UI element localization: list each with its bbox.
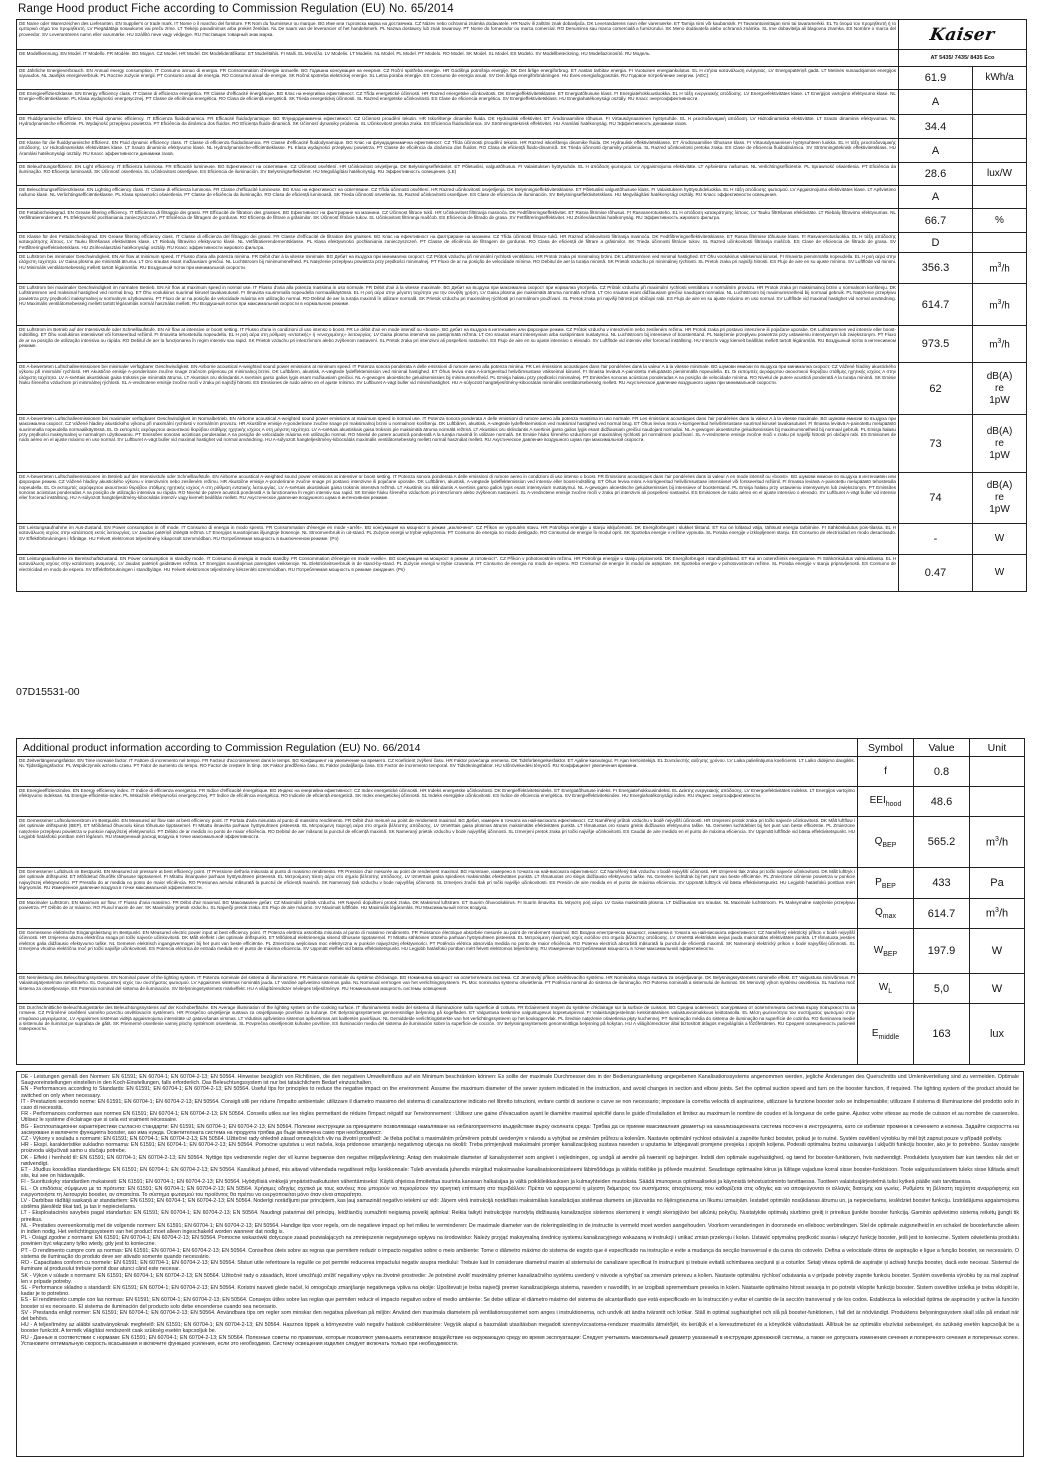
parameter-description: DE Klasse für den Fettabscheidegrad. EN Grease filtering efficiency class. IT Classe di efficienza del filtraggio dei grassi. FR Classe d'efficacité de filtration des graisses. BG Клас на ефективност на филтриране на мазнини. CZ Třída účinnosti filtrace tuků. HR Razred učinkovitosti filtriranja masnoća. DK Fedtfiltreringseffektivitetsklasse. ET Rasva filtrimise tõhususe klass. FI Rasvanerotusluokka. EL Η τάξη απόδοσης κατακράτησης λίπους. LV Tauku filtrēšanas efektivitātes klase. LT Riebalų filtravimo efektyvumo klasė. NL Vetfiltratierendementsklasse. PL Klasa efektywności pochłaniania zanieczyszczeń. PT Classe de eficiência de filtragem de gorduras. RO Clasa de eficiență de filtrare a grăsimilor. SK Trieda účinnosti filtrácie tukov. SL Razred učinkovitosti filtriranja maščob. ES Clase de eficiencia de filtrado de grasa. SV Fettfiltreringseffektivitetsklass. HU Zsírleválasztási hatékonysági osztály. RU Класс эффективности жирового фильтра. — [17, 233, 899, 253]
parameter-unit: dB(A) re 1pW — [973, 415, 1027, 473]
parameter-unit — [973, 186, 1027, 209]
fiche-row — [17, 284, 1027, 326]
parameter-unit: Pa — [970, 868, 1025, 899]
parameter-symbol: f — [858, 757, 914, 787]
additional-header-row — [17, 739, 1025, 757]
fiche-row — [17, 186, 1027, 209]
additional-row — [17, 974, 1025, 1004]
note-paragraph: SL - Performance skladno s standardi: EN 61591; EN 60704-1; EN 60704-2-13; EN 50564. Koristni nasveti glede načel, ki omogočajo zmanjšanje negativnega vpliva na okolje: Upoštevati je treba največji premer kanalizacijskega sistema, naveden v navodilih, in se izogibati spremembam preseka in kolen. Nastavite optimalno hitrost sesanja in po potrebi vklopite funkcijo booster. Sistem osvetlitve izdelka je treba vklopiti le, kadar je to potrebno. — [21, 1284, 1019, 1298]
parameter-value: 433 — [914, 868, 970, 899]
parameter-description: DE Leistungsaufnahme im Aus-Zustand. EN Power consumption in off mode. IT Consumo di energia in modo spento. FR Consommation d'énergie en mode «arrêt». BG консумация на мощност в режим „изключено“. CZ Příkon ve vypnutém stavu. HR Potrošnja energije u stanju isključenosti. DK Energiforbruget i slukket tilstand. ET Kui on lülitatud välja, tähtsust energia tarbimine. FI Sähkönkulutus pois-tilassa. EL Η κατανάλωση ισχύος στην κατάσταση εκτός λειτουργίας. LV Jaudas patēriņš izslēgtā režīmā. LT Energijos suvartojimas išjungtoje būsenoje. NL Stroomverbruik in uit-stand. PL Zużycie energii w trybie wyłączenia. PT Consumo de energia no modo desligado. RO Consumul de energie în modul oprit. SK Spotreba energie v režime vypnutia. SL Poraba energije v izklopljenem stanju. ES Consumo de electricidad en modo desactivado. SV Effektförbrukningen i frånläge. HU Felvett elektromos teljesítmény kikapcsolt üzemmódban. RU Потребляемая мощность в выключенном режиме. (Po) — [17, 524, 899, 555]
fiche-row — [17, 524, 1027, 555]
parameter-value: 48.6 — [914, 787, 970, 817]
parameter-value: 356.3 — [899, 253, 973, 284]
note-paragraph: LV - Darbības rādītāji saskaņā ar standartiem: EN 61591; EN 60704-1; EN 60704-2-13; EN 50564. Noderīgi norādījumi par principiem, kas ļauj samazināt negatīvo ietekmi uz vidi: Jāņem vērā instrukcijā norādītais maksimālais kanalizācijas sistēmas diametrs un jāizvairās no šķērsgriezuma un līkumu izmaiņām. Iestatiet optimālo nosūkšanas ātrumu un, ja nepieciešams, ieslēdziet booster funkciju. Izstrādājuma apgaismojuma sistēma jāieslēdz tikai tad, ja tas ir nepieciešams. — [21, 1198, 1019, 1211]
parameter-description: DE Gemessene elektrische Eingangsleistung im Bestpunkt. EN Measured electric power input at best efficiency point. IT Potenza elettrica assorbita misurata al punto di massimo rendimento. FR Puissance électrique absorbée mesurée au point de rendement maximal. BG Входна електрическа мощност, измерена в точката на най-високата ефективност. CZ Naměřený elektrický příkon v bodě nejvyšší účinnosti. HR Izmjerena ulazna električna snaga pri točki najveće učinkovitosti. DK Målt eleffekt i det optimale driftspunkt. ET Mõõdetud elektrienergia sisend tõhususe tipptasemel. FI Mitattu sähköinen ottoteho parhaan hyötysuhteen pisteessä. EL Μετρούμενη ηλεκτρική ισχύς εισόδου στο σημείο βέλτιστης απόδοσης. LV Izmērītā elektriskās ieejas jauda maksimālās efektivitātes punktā. LT Išmatuota įvesties elektros galia didžiausio efektyvumo taške. NL Gemeten elektrisch ingangsvermogen bij het punt van beste efficiëntie. PL Zmierzona wejściowa moc elektryczna w punkcie najwyższej efektywności. PT Potência elétrica absorvida medida no ponto de maior eficiência. RO Puterea electrică absorbită măsurată la punctul de eficiență maximă. SK Nameraný elektrický príkon v bode najvyššej účinnosti. SL Izmerjena vhodna električna moč pri točki najvišje učinkovitosti. ES Potencia eléctrica de entrada medida en el punto de máxima eficiencia. SV Uppmätt eleffekt vid bästa effektivitetspunkt. HU Legjobb hatásfokú pontban mért felvett elektromos teljesítmény. RU Измеренная потребляемая мощность в точке максимальной эффективности. — [17, 929, 858, 974]
parameter-unit — [970, 787, 1025, 817]
parameter-description: DE A-bewerteten Luftschalleemissionen bei maximaler verfügbarer Geschwindigkeit im Normalbetrieb. EN Airborne acoustical A-weighted sound power emissions at maximum speed in normal use. IT Potenza sonora ponderata A delle emissioni di rumore aereo alla potenza massima in uso normale. FR Les émissions acoustiques dans l'air pondérées dans la valeur A à la vitesse maximale. BG шумови емисии по въздуха при максимална скорост. CZ Vážené hladiny akustického výkonu při maximální rychlosti v normálním provozu. HR Akustične emisije A-ponderirane zvučne snage pri maksimalnoj brzini u normalnom korištenju. DK Luftbåren, akustisk, A-vægtede lydeffektemission ved maksimal hastighed ved normal brug. ET Õhus leviva müra A-korrigeeritud helivõimsustase suurimal kiirusel tavakasutusel. FI Ilmassa leviävä A-painotettu melupäästö suurimmalla nopeudella normaalikäytössä. EL Οι εκπομπές αερόφερτου ακουστικού θορύβου στάθμης ηχητικής ισχύος Α στη μέγιστη ταχύτητα. LV A-svērtais akustiskais gaisa troksnis pie maksimālā ātruma normālā režīmā. LT Akustinis oru sklindantis A svertinis garso galios lygis esant didžiausiam greičiui naudojant normaliai. NL A-gewogen akoestische geluidsemissies bij maximumsnelheid bij normaal gebruik. PL Emisja hałasu przy prędkości maksymalnej w normalnym użytkowaniu. PT Emissões sonoras acústicas ponderadas A na posição de velocidade máxima em utilização normal. RO Nivelul de putere acustică ponderată A la turația maximă în utilizare normală. SK Emisie hluku šíreného vzduchom pri maximálnej rýchlosti pri normálnom používaní. SL A-vrednotene emisije zvočne moči v zraku pri najvišji hitrosti pri običajni rabi. ES Emisiones de ruido aéreo en el ajuste máximo en uso normal. SV Luftburet A-vägt buller vid maximal hastighet vid normal användning. HU A-súlyozott hangteljesítmény-kibocsátás maximális ventilátorsebesség mellett normál használat mellett. RU Акустическое давление воздушного шума при максимальной скорости. — [17, 415, 899, 473]
fiche-row — [17, 555, 1027, 592]
parameter-value: 28.6 — [899, 163, 973, 186]
note-paragraph: EL - Οι επιδόσεις σύμφωνα με τα πρότυπα: EN 61591; EN 60704-1; EN 60704-2-13; EN 50564. Χρήσιμες οδηγίες σχετικά με τους κανόνες που μπορούν να περιορίσουν την αρνητική επίπτωση στο περιβάλλον: Πρέπει να εφαρμοστεί η μέγιστη διάμετρος του συστήματος αποχέτευσης που καθορίζεται στις οδηγίες και να αποφεύγονται οι αλλαγές διατομής και γωνίες. Ρυθμίστε τη βέλτιστη ταχύτητα αναρρόφησης και ενεργοποιήστε τη λειτουργία booster, αν απαιτείται. Το σύστημα φωτισμού του προϊόντος θα πρέπει να ενεργοποιείται μόνο όταν είναι απαραίτητο. — [21, 1185, 1019, 1198]
parameter-unit: W — [973, 555, 1027, 592]
note-paragraph: RO - Capacitatea conform cu normele: EN 61591; EN 60704-1; EN 60704-2-13; EN 50564. Sfaturi utile referitoare la regulile ce pot permite reducerea impactului negativ asupra mediului: Trebuie luat în considerare diametrul maxim al sistemului de canalizare specificat în instrucțiuni și trebuie evitată schimbarea secțiunii și a coturilor. Setați viteza optimă de aspirație și activați funcția booster, dacă este necesar. Sistemul de iluminare al produsului trebuie pornit doar atunci când este necesar. — [21, 1260, 1019, 1273]
parameter-description: DE Luftstrom im Betrieb auf der Intensivstufe oder Schnelllaufstufe. EN Air flow at intensive or boost setting. IT Flusso d'aria in condizioni di uso intenso o boost. FR Le débit d'air en mode intensif ou «boost». BG дебит на въздуха в интензивен или форсиран режим. CZ Průtok vzduchu v intenzivním nebo zesíleném režimu. HR Protok zraka pri postavci intenzivne ili pojačane uporabe. DK Luftstrømmen ved intensiv eller boost-indstilling. ET Õhu voolukiirus intensiivsel või forsseeritud režiimil. FI Ilmavirta tehostetulla nopeudella. EL Η ροή αέρα στη ρύθμιση «εντατικής» ή «ενισχυμένης» λειτουργίας. LV Gaisa plūsma intensīvā vai pastiprinātā režīmā. LT Oro srautas esant intensyviam arba sustiprintam nustatymui. NL Luchtstroom bij intensieve of boosterstand. PL Natężenie przepływu powietrza przy ustawieniu intensywnym lub zwiększonym. PT Fluxo de ar na posição de utilização intensiva ou rápida. RO Debitul de aer la funcționarea în regim intensiv sau rapid. SK Prietok vzduchu pri intenzívnom alebo zvýšenom nastavení. SL Pretok zraka pri intenzivni ali pospešeni nastavitvi. ES Flujo de aire en su ajuste intensivo o elevado. SV Luftflöde vid intensiv eller forcerad inställning. HU Intenzív vagy kiemelt beállítás mellett tartott légáramlás. RU Воздушный поток в интенсивном режиме. — [17, 326, 899, 363]
parameter-unit: $m^3/h$ — [970, 899, 1025, 929]
parameter-value: 74 — [899, 473, 973, 524]
additional-row — [17, 929, 1025, 974]
fiche-row-supplier — [17, 20, 1027, 50]
parameter-value: 73 — [899, 415, 973, 473]
parameter-unit — [973, 139, 1027, 163]
additional-row — [17, 817, 1025, 868]
additional-title: Additional product information according to Commission Regulation (EU) No. 66/2014 — [17, 739, 858, 757]
parameter-description: DE Luftstrom bei minimaler Geschwindigkeit. EN Air flow at minimum speed. IT Flusso d'aria alla potenza minima. FR Débit d'air à la vitesse minimale. BG Дебит на въздуха при минимална скорост. CZ Průtok vzduchu při minimální rychlosti ventilátoru. HR Protok zraka pri minimalnoj brzini. DK Luftstrømmen ved minimal hastighed. ET Õhu voolukiirus väikseimal kiirusel. FI Ilmavirta pienimmällä nopeudella. EL Η ροή αέρα στην ελάχιστη ταχύτητα. LV Gaisa plūsma pie minimālā ātruma. LT Oro srautas esant mažiausiam greičiui. NL Luchtstroom bij minimumsnelheid. PL Natężenie przepływu powietrza przy prędkości minimalnej. PT Fluxo de ar na posição de velocidade mínima. RO Debitul de aer la turația minimă. SK Prietok vzduchu pri minimálnej rýchlosti. SL Pretok zraka pri najnižji hitrosti. ES Flujo de aire en su ajuste mínimo. SV Luftflöde vid minimi. HU Minimális ventilátorsebesség mellett tartott légáramlás. RU Воздушный поток при минимальной скорости. — [17, 253, 899, 284]
fiche-row — [17, 90, 1027, 115]
parameter-value: 973.5 — [899, 326, 973, 363]
parameter-description: DE A-bewerteten Luftschalleemissionen im Betrieb auf der Intensivstufe oder Schnelllaufstufe. EN Airborne acoustical A-weighted sound power emissions at intensive or boost setting. IT Potenza sonora ponderata A delle emissioni di rumore aereo in condizioni di uso intenso o boost. FR Émissions acoustiques dans l'air pondérées dans la valeur A en mode intensif ou «boost». BG шумови емисии по въздуха в интензивен или форсиран режим. CZ Vážené hladiny akustického výkonu v intenzivním nebo zesíleném režimu. HR Akustične emisije A-ponderirane zvučne snage pri postavci intenzivne ili pojačane uporabe. DK Luftbåren, akustisk, A-vægtede lydeffektemission ved intensiv eller boost-indstilling. ET Õhus leviva müra A-korrigeeritud helivõimsustase intensiivsel või forsseeritud režiimil. FI Ilmassa leviävä A-painotettu melupäästö tehostetulla nopeudella. EL Οι εκπομπές αερόφερτου ακουστικού θορύβου στάθμης ηχητικής ισχύος Α στη ρύθμιση εντατικής λειτουργίας. LV A-svērtais akustiskais gaisa troksnis intensīvā režīmā. LT Akustinis oru sklindantis A svertinis garso galios lygis esant intensyviam nustatymui. NL A-gewogen akoestische geluidsemissies bij intensieve of boosterstand. PL Emisja hałasu przy ustawieniu intensywnym lub zwiększonym. PT Emissões sonoras acústicas ponderadas A na posição de utilização intensiva ou rápida. RO Nivelul de putere acustică ponderată A la funcționarea în regim intensiv sau rapid. SK Emisie hluku šíreného vzduchom pri intenzívnom alebo zvýšenom nastavení. SL A-vrednotene emisije zvočne moči v zraku pri intenzivni ali pospešeni nastavitvi. ES Emisiones de ruido aéreo en el ajuste intensivo o elevado. SV Luftburet A-vägt buller vid intensiv eller forcerad inställning. HU A-súlyozott hangteljesítmény-kibocsátás intenzív vagy kiemelt beállítás mellett. RU Акустическое давление воздушного шума в интенсивном режиме. — [17, 473, 899, 524]
parameter-unit: dB(A) re 1pW — [973, 363, 1027, 415]
note-paragraph: ET - Jõudlus kooskõlas standarditega: EN 61591; EN 60704-1; EN 60704-2-13; EN 50564. Kasulikud juhised, mis aitavad vähendada negatiivset mõju keskkonnale: Tuleb arvestada juhendis märgitud maksimaalse kanalisatsioonisüsteemi läbimõõduga ja vältida ristlõike ja põlvede muutmist. Seadistage optimaalne kiirus ja lülitage vajaduse korral sisse booster-funktsioon. Toote valgustussüsteem tuleks sisse lülitada ainult siis, kui see on hädavajalik. — [21, 1167, 1019, 1180]
note-paragraph: RU - Данные в соответствии с нормами: EN 61591; EN 60704-1; EN 60704-2-13; EN 50564. Полезные советы по правилам, которые позволяют уменьшить негативное воздействие на окружающую среду во время эксплуатации: Следует учитывать максимальный диаметр указанный в инструкции дренажной системы, а также не допускать изменения сечения и поперечного сечения и поперечных колен. Установите оптимальную скорость всасывания и включите функцию усиления, если это необходимо. Систему освещения изделия следует включать только при необходимости. — [21, 1334, 1019, 1347]
parameter-symbol: $W_L$ — [858, 974, 914, 1004]
note-paragraph: CZ - Výkony v souladu s normami: EN 61591; EN 60704-1; EN 60704-2-13; EN 50564. Užitečné rady ohledně zásad omezujících vliv na životní prostředí: Je třeba počítat s maximálním průměrem potrubí uvedeným v návodu a vyhýbat se změnám průřezu a kolenům. Nastavte optimální rychlost odsávání a zapněte funkci booster, pokud je to nutné. Systém osvětlení výrobku by měl být zapnut pouze v případě potřeby. — [21, 1136, 1003, 1143]
parameter-unit: W — [970, 929, 1025, 974]
note-paragraph: IT - Prestazioni secondo norme: EN 61591; EN 60704-1; EN 60704-2-13; EN 50564. Consigli utili per ridurre l'impatto ambientale: utilizzare il diametro massimo del sistema di canalizzazione indicato nel libretto istruzioni, evitare cambi di sezione o curve se non necessario; impostare la corretta velocità di aspirazione, utilizzare la funzione booster solo se indispensabile; utilizzare il sistema di illuminazione del prodotto solo in caso di necessità. — [21, 1098, 1019, 1112]
note-paragraph: BG - Експлоатационни характеристики съгласно стандарти: EN 61591; EN 60704-1; EN 60704-2-13; EN 50564. Полезни инструкции за принципите позволяващи намаляване на неблагоприятното въздействие върху околната среда: Трябва да се приеме максималния диаметър на канализационната система посочен в инструкцията, като се избягват промени в сечението и колена. Задайте скоростта на засмукване и включете функцията booster, ако има нужда. Осветителната система на продукта трябва да бъде включена само при необходимост. — [21, 1123, 1019, 1136]
parameter-symbol: $EEI_{hood}$ — [858, 787, 914, 817]
parameter-description: DE Luftstrom bei maximaler Geschwindigkeit im normalen Betrieb. EN Air flow at maximum speed in normal use. IT Flusso d'aria alla potenza massima in uso normale. FR Débit d'air à la vitesse maximale. BG Дебит на въздуха при максимална скорост при нормална употреба. CZ Průtok vzduchu při maximální rychlosti ventilátoru v normálním provozu. HR Protok zraka pri maksimalnoj brzini u normalnom korištenju. DK Luftstrømmen ved maksimal hastighed ved normal brug. ET Õhu voolukiirus suurimal kiirusel tavakasutusel. FI Ilmavirta suurimmalla nopeudella normaalikäytössä. EL Η ροή αέρα στην μέγιστη ταχύτητα για την συνήθη χρήση. LV Gaisa plūsma pie maksimālā ātruma normālā režīmā. LT Oro srautas esant didžiausiam greičiui naudojant normaliai. NL Luchtstroom bij maximumsnelheid bij normaal gebruik. PL Natężenie przepływu powietrza przy prędkości maksymalnej w normalnym użytkowaniu. PT Fluxo de ar na posição de velocidade máxima em utilização normal. RO Debitul de aer la turația maximă în utilizare normală. SK Prietok vzduchu pri maximálnej rýchlosti pri normálnom používaní. SL Pretok zraka pri najvišji hitrosti pri običajni rabi. ES Flujo de aire en su ajuste máximo en uso normal. SV Luftflöde vid maximal hastighet vid normal användning. HU Maximális ventilátorsebesség mellett tartott légáramlás normál használat mellett. RU Воздушный поток при максимальной скорости в нормальном режиме. — [17, 284, 899, 326]
parameter-value: 62 — [899, 363, 973, 415]
note-paragraph: HU - A teljesítmény az alábbi szabványoknak megfelelő: EN 61591; EN 60704-1; EN 60704-2-13; EN 50564. Hasznos tippek a környezetre való negatív hatások csökkentésére: Vegyük alapul a használati utasításban megadott szennyvízcsatorna-rendszer maximális átmérőjét, és kerüljük el a keresztmetszet és a könyökök változtatását. Állítsuk be az optimális elszívási sebességet, és szükség esetén kapcsoljuk be a booster funkciót. A termék világítási rendszerét csak szükség esetén kapcsoljuk be. — [21, 1322, 1019, 1335]
parameter-unit: $m^3/h$ — [970, 817, 1025, 868]
fiche-table — [16, 19, 1027, 592]
note-paragraph: ES - El rendimiento cumple con las normas: EN 61591; EN 60704-1; EN 60704-2-13; EN 50564. Consejos útiles sobre las reglas que permiten reducir el impacto negativo sobre el medio ambiente: Se debe utilizar el diámetro máximo del sistema de alcantarillado que está especificado en la instrucción y evitar el cambio de la sección transversal y de los codos. Establezca la velocidad óptima de aspiración y active la función booster si es necesario. El sistema de iluminación del producto solo debe encenderse cuando sea necesario. — [21, 1297, 1019, 1310]
supplier-label: DE Name oder Warenzeichen des Lieferanten. EN Supplier's or trade mark. IT Nome o il marchio del fornitore. FR Nom du fournisseur ou marque. BG Име или търговска марка на доставчика. CZ Název nebo ochranná známka dodavatele. HR Naziv ili zaštitni znak dobavljača. DK Leverandørens navn eller varemærke. ET Tarnija nimi või kaubamärk. FI Tavarantoimittajan nimi tai tavaramerkki. EL Το όνομα του προμηθευτή ή το εμπορικό σήμα του προμηθευτή. LV Piegādātāja nosaukums vai preču zīme. LT Tiekėjo pavadinimas arba prekės ženklas. NL De naam van de leverancier of het handelsmerk. PL Nazwa dostawcy lub znak towarowy. PT Nome do fornecedor ou marca comercial. RO Denumirea sau marca comercială a furnizorului. SK Meno dodávateľa alebo ochranná známka. SL Ime dobavitelja ali blagovna znamka. ES Nombre o marca del proveedor. SV Leverantörens namn eller varumärke. HU Szállító neve vagy védjegye. RU Поставщик товарный знак марка. — [17, 20, 899, 50]
standards-notes — [16, 1071, 1024, 1457]
additional-row — [17, 787, 1025, 817]
parameter-value: 565.2 — [914, 817, 970, 868]
parameter-unit: % — [973, 209, 1027, 233]
fiche-row — [17, 233, 1027, 253]
fiche-row — [17, 253, 1027, 284]
parameter-description: DE Maximaler Luftstrom. EN Maximum air flow. IT Flusso d'aria massimo. FR Débit d'air maximal. BG Максимален дебит. CZ Maximální průtok vzduchu. HR Najveći dopušteni protok zraka. DK Maksimal luftstrøm. ET Suurim õhuvoolukiirus. FI Suurin ilmavirta. EL Μέγιστη ροή αέρα. LV Gaisa maksimālā plūsma. LT Didžiausias oro srautas. NL Maximale luchtstroom. PL Maksymalne natężenie przepływu powietrza. PT Débito de ar máximo. RO Fluxul maxim de aer. SK Maximálny prietok vzduchu. SL Največji pretok zraka. ES Flujo de aire máximo. SV Maximalt luftflöde. HU Maximális légáramlás. RU Максимальный поток воздуха. — [17, 899, 858, 929]
parameter-value: 66.7 — [899, 209, 973, 233]
col-value-header: Value — [914, 739, 970, 757]
fiche-title: Range Hood product Fiche according to Commission Regulation (EU) No. 65/2014 — [18, 3, 454, 15]
additional-row — [17, 899, 1025, 929]
parameter-description: DE Jährliche Energieverbrauch. EN Annual energy consumption. IT Consumo annuo di energia. FR Consommation d'énergie annuelle. BG Годишна консумация на енергия. CZ Roční spotřeba energie. HR Godišnja potrošnja energije. DK Det årlige energiforbrug. ET Aastas tarbitav energia. FI Vuotuinen energiankulutus. EL Η ετήσια κατανάλωση ενέργειας. LV Energopatēriņš gadā. LT Metinės sunaudojamos energijos sąnaudos. NL Jaarlijks energieverbruik. PL Roczne zużycie energii. PT Consumo anual de energia. RO Consumul anual de energie. SK Ročná spotreba elektrickej energie. SL Letna poraba energije. ES Consumo de energía anual. SV Den årliga energiförbrukningen. HU Éves energiafogyasztás. RU Годовое потребление энергии. (AEC) — [17, 67, 899, 90]
note-paragraph: FI - Suorituskyky standardien mukaisesti: EN 61591; EN 60704-1; EN 60704-2-13; EN 50564. Hyödyllisiä vinkkejä ympäristövaikutusten vähentämiseksi: Käytä ohjeissa ilmoitettua suurinta kanavan halkaisijaa ja vältä poikkileikkauksen ja kulmayhteiden muutoksia. Säädä imunopeus optimaaliseksi ja käynnistä tehostustoiminto tarvittaessa. Tuotteen valaistusjärjestelmä tulisi kytkeä päälle vain tarvittaessa. — [21, 1179, 972, 1186]
fiche-row — [17, 67, 1027, 90]
fiche-row-model — [17, 50, 1027, 67]
model-label: DE Modellkennung. EN Model. IT Modello. FR Modèle. BG Модел. CZ Model. HR Model. DK Modelidentifikator. ET Mudelitähis. FI Malli. EL Μοντέλο. LV Modelis. LT Modelis. NL Model. PL Model. PT Modelo. RO Model. SK Model. SL Model. ES Modelo. SV Modellbeteckning. HU Modellazonosító. RU Модель. — [17, 50, 899, 67]
parameter-unit: lux/W — [973, 163, 1027, 186]
brand-logo: Kaiser — [928, 24, 997, 45]
parameter-unit — [973, 90, 1027, 115]
parameter-value: 0.47 — [899, 555, 973, 592]
parameter-description: DE Energieeffizienzindex. EN Energy efficiency index. IT Indice di efficienza energetica. FR Indice d'efficacité énergétique. BG Индекс на енергийна ефективност. CZ Index energetické účinnosti. HR Indeks energetske učinkovitosti. DK Energieffektivitetsindeks. ET Energiatõhususe indeks. FI Energiatehokkuusindeksi. EL Δείκτης ενεργειακής απόδοσης. LV Energoefektivitātes indekss. LT Energijos vartojimo efektyvumo indeksas. NL Energie-efficiëntie-index. PL Wskaźnik efektywności energetycznej. PT Índice de eficiência energética. RO Indicele de eficiență energetică. SK Index energetickej účinnosti. SL Indeks energijske učinkovitosti. ES Índice de eficiencia energética. SV Energieffektivitetsindex. HU Energiahatékonysági index. RU Индекс энергоэффективности. — [17, 787, 858, 817]
parameter-unit — [973, 233, 1027, 253]
parameter-value: 34.4 — [899, 115, 973, 139]
note-paragraph: PT - O rendimento cumpre com as normas: EN 61591; EN 60704-1; EN 60704-2-13; EN 50564. Conselhos úteis sobre as regras que permitem reduzir o impacto negativo sobre o meio ambiente: Tome o diâmetro máximo do sistema de esgoto que é especificado na instrução e evite a mudança da secção transversal e da curva do cotovelo. Defina a velocidade ótima de aspiração e ligue a função booster, se necessário. O sistema de iluminação do produto deve ser ativado somente quando necessário. — [21, 1247, 1019, 1260]
parameter-description: DE Durchschnittliche Beleuchtungsstärke des Beleuchtungssystems auf der Kochoberfläche. EN Average illumination of the lighting system on the cooking surface. IT Illuminamento medio del sistema di illuminazione sulla superficie di cottura. FR Éclairement moyen du système d'éclairage sur la surface de cuisson. BG Средна осветеност, осигурявана от осветителната система върху повърхността за готвене. CZ Průměrné osvětlení varného povrchu osvětlovacím systémem. HR Prosječno osvjetljenje sustava za osvjetljavanje površine za kuhanje. DK Belysningssystemets gennemsnitlige belysning på kogefladen. ET Valgustusa keskmine valgustugevus küpsetuspinnal. FI Valaistusjärjestelmän keskimääräinen valaistusvoimakkuus keittotasolla. EL Μέση φωτεινότητα του συστήματος φωτισμού στην επιφάνεια μαγειρέματος. LV Apgaismes sistēmas vidējā apgaismojuma intensitāte uz gatavošanas virsmas. LT Vidutinis apšvietimo sistemos apšvietimas ant kaitlentės paviršiaus. NL Gemiddelde verlichtingssterkte van het verlichtingssysteem op het kookoppervlak. PL Średnie natężenie oświetlenia płyty kuchennej. PT Iluminação média do sistema de iluminação na superfície de cozinha. RO Iluminarea medie a sistemului de iluminat pe suprafața de gătit. SK Priemerné osvetlenie varnej plochy systémom osvetlenia. SL Povprečna osvetljenost kuhalne površine. ES Iluminación media del sistema de iluminación sobre la superficie de cocción. SV Belysningssystemets genomsnittliga belysning på kokytan. HU A világítórendszer által biztosított átlagos megvilágítás a főzőfelületen. RU Средняя освещенность рабочей поверхности. — [17, 1004, 858, 1065]
parameter-value: 163 — [914, 1004, 970, 1065]
parameter-unit: lux — [970, 1004, 1025, 1065]
additional-table — [16, 738, 1025, 1065]
additional-row — [17, 1004, 1025, 1065]
note-paragraph: LT - Eksploatacinės savybės pagal standartus: EN 61591; EN 60704-1; EN 60704-2-13; EN 50564. Naudingi patarimai dėl principų, leidžiančių sumažinti neigiamą poveikį aplinkai: Reikia taikyti instrukcijoje nurodytą didžiausią kanalizacijos sistemos skersmenį ir vengti skerspjūvio bei alkūnių pokyčių. Nustatykite optimalų siurbimo greitį ir prireikus įjunkite booster funkciją. Gaminio apšvietimo sistemą reikėtų įjungti tik prireikus. — [21, 1210, 1019, 1223]
parameter-description: DE Energieeffizienzklasse. EN Energy efficiency class. IT Classe di efficienza energetica. FR Classe d'efficacité énergétique. BG Клас на енергийна ефективност. CZ Třída energetické účinnosti. HR Razred energetske učinkovitosti. DK Energieffektivitetsklasse. ET Energiatõhususe klass. FI Energiatehokkuusluokka. EL Η τάξη ενεργειακής απόδοσης. LV Energoefektivitātes klase. LT Energijos vartojimo efektyvumo klasė. NL Energie-efficiëntieklasse. PL Klasa wydajności energetycznej. PT Classe de eficiência energética. RO Clasa de eficiență energetică. SK Trieda energetickej účinnosti. SL Razred energetske učinkovitosti. ES Clase de eficiencia energética. SV Energieffektivitetsklass. HU Energiahatékonysági osztály. RU Класс энергоэффективности. — [17, 90, 899, 115]
fiche-row — [17, 326, 1027, 363]
parameter-unit: dB(A) re 1pW — [973, 473, 1027, 524]
note-paragraph: NL - Prestaties overeenkomstig met de volgende normen: EN 61591; EN 60704-1; EN 60704-2-13; EN 50564. Handige tips voor regels, om de negatieve impact op het milieu te verminderen: De maximale diameter van de rioleringsleiding in de instructie is vermeld moet worden aangehouden. Voorkom veranderingen in doorsnede en ellebooc verbindingen. Stel de optimale zuigsnelheid in en schakel de boosterfunctie alleen in indien nodig. Het verlichtingssysteem van het product moet alleen ingeschakeld worden wanneer dat nodig is. — [21, 1222, 1019, 1236]
parameter-description: DE Fettabscheidegrad. EN Grease filtering efficiency. IT Efficienza di filtraggio dei grassi. FR Efficacité de filtration des graisses. BG Ефективност на филтриране на мазнини. CZ Účinnost filtrace tuků. HR Učinkovitost filtriranja masnoća. DK Fedtfiltreringseffektivitet. ET Rasva filtrimise tõhusus. FI Rasvanerotusteho. EL Η απόδοση κατακράτησης λίπους. LV Tauku filtrēšanas efektivitāte. LT Riebalų filtravimo efektyvumas. NL Vetfiltratierendement. PL Efektywność pochłaniania zanieczyszczeń. PT Eficiência de filtragem de gorduras. RO Eficiența de filtrare a grăsimilor. SK Účinnosť filtrácie tukov. SL Učinkovitost filtriranja maščob. ES Eficiencia de filtrado de grasa. SV Fettfiltreringseffektivitet. HU Zsírleválasztási hatékonyság. RU Эффективность жирового фильтра. — [17, 209, 899, 233]
parameter-unit: kWh/a — [973, 67, 1027, 90]
parameter-value: - — [899, 524, 973, 555]
parameter-value: A — [899, 90, 973, 115]
parameter-unit: W — [970, 974, 1025, 1004]
parameter-unit — [970, 757, 1025, 787]
parameter-description: DE Beleuchtungseffizienz. EN Light efficiency. IT Efficienza luminosa. FR Efficacité lumineuse. BG Ефективност на осветяване. CZ Účinnost osvětlení. HR Učinkovitost osvjetljenja. DK Belysningseffektivitet. ET Põletuslisi, valgustõhusus. FI Valaistuksen hyötysuhde. EL Η απόδοση φωτισμού. LV Apgaismojuma efektivitāte. LT Apšvietimo našumas. NL Verlichtingsefficiëntie. PL Sprawność oświetlenia. PT Eficiência da iluminação. RO Eficiența luminoasă. SK Účinnosť osvetlenia. SL Učinkovitost osvetljave. ES Eficiencia de iluminación. SV Belysningseffektivitet. HU Megvilágítási hatékonyság. RU Эффективность освещения. (LE) — [17, 163, 899, 186]
fiche-row — [17, 473, 1027, 524]
parameter-description: DE A-bewerteten Luftschalleemissionen bei minimaler verfügbarer Geschwindigkeit. EN Airborne acoustical A-weighted sound power emissions at minimum speed. IT Potenza sonora ponderata A delle emissioni di rumore aereo alla potenza minima. FR Les émissions acoustiques dans l'air pondérées dans la valeur A à la vitesse minimale. BG шумови емисии по въздуха при минимална скорост. CZ Vážené hladiny akustického výkonu při minimální rychlosti. HR Akustične emisije A-ponderirane zvučne snage zračnom prijenosu pri minimalnoj brzini. DK Luftbåren, akustisk, A-vægtede lydeffektemission ved minimal hastighed. ET Õhus leviva müra A-korrigeeritud helivõimsustase väikseimal kiirusel. FI Ilmassa leviävä A-painotettu melupäästö pienimmällä nopeudella. EL Οι εκπομπές αερόφερτου ακουστικού θορύβου στάθμης ηχητικής ισχύος Α στην ελάχιστη ταχύτητα. LV A-svērtais akustiskais gaisa troksnis pie minimālā ātruma. LT Akustinis oru sklindantis A svertinis garso galios lygis esant mažiausiam greičiui. NL A-gewogen akoestische geluidsemissies bij minimumsnelheid. PL Emisja hałasu przy prędkości minimalnej. PT Emissões sonoras acústicas ponderadas A na posição de velocidade mínima. RO Nivelul de putere acustică ponderată A la turația minimă. SK Emisie hluku šíreného vzduchom pri minimálnej rýchlosti. SL A-vrednotene emisije zvočne moči v zraku pri najnižji hitrosti. ES Emisiones de ruido aéreo en el ajuste mínimo. SV Luftburet A-vägt buller vid minimihastighet. HU A-súlyozott hangteljesítmény-kibocsátás minimális ventilátorsebesség mellett. RU Акустическое давление воздушного шума при минимальной скорости. — [17, 363, 899, 415]
brand-logo-cell — [899, 20, 1027, 50]
parameter-value: 614.7 — [914, 899, 970, 929]
col-symbol-header: Symbol — [858, 739, 914, 757]
parameter-value: 614.7 — [899, 284, 973, 326]
parameter-description: DE Klasse für die fluiddynamische Effizienz. EN Fluid dynamic efficiency class. IT Classe di efficienza fluidodinamica. FR Classe d'efficacité fluidodynamique. BG Клас на флуидодинамична ефективност. CZ Třída účinnosti proudění tekutin. HR Razred iskorištenja dinamike fluida. DK Hydraulisk effektivitetsklasse. ET Ärodünaamilise tõhususe klass. FI Virtausdynaamisen hyötysuhteen luokka. EL Η τάξη ρευστοδυναμικής απόδοσης. LV Hidrodinamiskās efektivitātes klase. LT Srauto dinaminio efektyvumo klasė. NL Hydrodynamische-efficiëntieklasse. PL Klasa wydajności przepływu powietrza. PT Classe de eficiência da dinâmica dos fluidos. RO Clasa de eficiență fluido-dinamică. SK Trieda účinnosti dynamiky prúdenia. SL Razred učinkovitosti pretoka zraka. ES Clase de eficiencia fluidodinámica. SV Strömningsteknisk effektivitetsklass. HU Áramlási hatékonysági osztály. RU Класс эффективности динамики газов. — [17, 139, 899, 163]
note-paragraph: HR - Ekspl. karakteristike sukladno normama: EN 61591; EN 60704-1; EN 60704-2-13; EN 50564. Pomoćne uputstva u vezi načela, koja pridonose smanjenju negativnog utjecaja na okoliš: Treba primjenjivati maksimalni promjer kanalizacijskog sustava naveden u uputama te izbjegavati promjene presjeka i spojnih koljena. Podesiti optimalnu brzinu usisavanja i uključiti funkciju booster, ako je to potrebno. Sustav rasvjete proizvoda uključivati samo u slučaju potrebe. — [21, 1142, 1019, 1155]
col-unit-header: Unit — [970, 739, 1025, 757]
additional-row — [17, 757, 1025, 787]
parameter-description: DE Fluiddynamische Effizienz. EN Fluid dynamic efficiency. IT Efficienza fluidodinamica. FR Efficacité fluidodynamique. BG Флуидодинамична ефективност. CZ Účinnost proudění tekutin. HR Iskorištenje dinamike fluida. DK Hydraulisk effektivitet. ET Ärodünaamiline tõhusus. FI Virtausdynaaminen hyötysuhde. EL Η ρευστοδυναμική απόδοση. LV Hidrodinamiskā efektivitāte. LT Srauto dinaminis efektyvumas. NL Hydrodynamische efficiëntie. PL Wydajność przepływu powietrza. PT Eficiência da dinâmica dos fluidos. RO Eficiența fluido-dinamică. SK Účinnosť dynamiky prúdenia. SL Učinkovitost pretoka zraka. ES Eficiencia fluidodinámica. SV Strömningsteknisk effektivitet. HU Áramlási hatékonyság. RU Эффективность динамики газов. — [17, 115, 899, 139]
fiche-row — [17, 163, 1027, 186]
parameter-value: 5,0 — [914, 974, 970, 1004]
parameter-symbol: $Q_{max}$ — [858, 899, 914, 929]
document-id: 07D15531-00 — [16, 686, 80, 698]
parameter-value: 61.9 — [899, 67, 973, 90]
model-value: AT 5435/ 7435/ 8435 Eco — [899, 50, 1027, 67]
parameter-unit: $m^3/h$ — [973, 253, 1027, 284]
note-paragraph: DE - Leistungen gemäß den Normen: EN 61591; EN 60704-1; EN 60704-2-13; EN 50564. Hinweise bezüglich von Richtlinien, die den negativen Umwelteinfluss auf ein Minimum beschränken können: Es sollte der maximale Durchmesser des in der Bedienungsanleitung angegebenen Kanalisationssystems angenommen werden, jegliche Änderungen des Querschnitts und Umlenkverteilung sind zu vermeiden. Optimale Saugvoreinstellungen einstellen in den Koch-Einstellungen, falls erforderlich. Das Beleuchtungssystem ist nur bei tatsächlichem Bedarf einzuschalten. — [21, 1074, 1019, 1087]
parameter-unit: W — [973, 524, 1027, 555]
parameter-description: DE Zeitverlängerungsfaktor. EN Time increase factor. IT Fattore di incremento nel tempo. FR Facteur d'accroissement dans le temps. BG Коефициент на увеличение на времето. CZ Koeficient zvýšení času. HR Faktor povećanja vremena. DK Tidsforlængelsesfaktor. ET Ajaline kasvutegur. FI Ajan kerrointekijä. EL Συντελεστής αύξησης χρόνου. LV Laika palielinājuma koeficients. LT Laiko didėjimo daugiklis. NL Tijdsstijgingsfactor. PL Współczynnik wzrostu czasu. PT Fator de aumento do tempo. RO Factor de creștere în timp. SK Faktor predĺženia času. SL Faktor podaljšanja časa. ES Factor de incremento temporal. SV Tidsökningsfaktor. HU Időnövekedési tényező. RU Коэффициент увеличения времени. — [17, 757, 858, 787]
parameter-value: D — [899, 233, 973, 253]
parameter-value: A — [899, 186, 973, 209]
parameter-symbol: $P_{BEP}$ — [858, 868, 914, 899]
note-paragraph: EN - Performances according to Standards: EN 61591; EN 60704-1; EN 60704-2-13; EN 50564. Useful tips for principles to reduce the negative impact on the environment: Assume the maximum diameter of the sewer system indicated in the instruction, and avoid changes in section and elbow joints. Set the optimal suction speed and turn on the booster function, if required. The lighting system of the product should be switched on only when necessary. — [21, 1086, 1019, 1099]
fiche-row — [17, 415, 1027, 473]
fiche-row — [17, 209, 1027, 233]
fiche-row — [17, 139, 1027, 163]
parameter-description: DE Leistungsaufnahme im Bereitschaftszustand. EN Power consumption in standby mode. IT Consumo di energia in modo standby. FR Consommation d'énergie en mode «veille». BG консумация на мощност в режим „в готовност“. CZ Příkon v pohotovostním režimu. HR Potrošnja energije u stanju pripravnosti. DK Energiforbruget i standbytilstand. ET Kui on ooterežiimis energiatarve. FI Sähkönkulutus valmiustilassa. EL Η κατανάλωση ισχύος στην κατάσταση αναμονής. LV Jaudas patēriņš gaidstāves režīmā. LT Energijos suvartojimas parengties veiksenoje. NL Elektriciteitsverbruik in de stand-by-stand. PL Zużycie energii w trybie czuwania. PT Consumo de energia no modo de espera. RO Consumul de energie în modul de așteptare. SK Spotreba energie v pohotovostnom režime. SL Poraba energije v stanju pripravljenosti. ES Consumo de electricidad en modo de espera. SV Effektförbrukningen i standbyläge. HU Felvett elektromos teljesítmény készenléti üzemmódban. RU Потребляемая мощность в режиме ожидания. (Ps) — [17, 555, 899, 592]
parameter-unit: $m^3/h$ — [973, 284, 1027, 326]
parameter-symbol: $Q_{BEP}$ — [858, 817, 914, 868]
parameter-unit: $m^3/h$ — [973, 326, 1027, 363]
parameter-value: 197.9 — [914, 929, 970, 974]
parameter-description: DE Beleuchtungseffizienzklasse. EN Lighting efficiency class. IT Classe di efficienza luminosa. FR Classe d'efficacité lumineuse. BG Клас на ефективност на осветяване. CZ Třída účinnosti osvětlení. HR Razred učinkovitosti osvjetljenja. DK Belysningseffektivitetsklasse. ET Põletuslisi valgustõhususe klass. FI Valaistuksen hyötysuhdeluokka. EL Η τάξη απόδοσης φωτισμού. LV Apgaismojuma efektivitātes klase. LT Apšvietimo našumo klasė. NL Verlichtingsefficiëntieklasse. PL Klasa sprawności oświetlenia. PT Classe de eficiência da iluminação. RO Clasa de eficiență luminoasă. SK Trieda účinnosti osvetlenia. SL Razred učinkovitosti osvetljave. ES Clase de eficiencia de iluminación. SV Belysningseffektivitetsklass. HU Megvilágítási hatékonysági osztály. RU Класс эффективности освещения. — [17, 186, 899, 209]
note-paragraph: PL - Osiągi zgodne z normami: EN 61591; EN 60704-1; EN 60704-2-13; EN 50564. Pomocne wskazówki dotyczące zasad pozwalających na zmniejszenie negatywnego wpływu na środowisko: Należy przyjąć maksymalną średnicę systemu kanalizacyjnego wskazaną w instrukcji i unikać zmian przekroju i kolan. Ustawić optymalną prędkość ssania i włączyć funkcję booster, jeśli jest to konieczne. System oświetlenia produktu powinien być włączany tylko wtedy, gdy jest to konieczne. — [21, 1235, 1019, 1248]
parameter-description: DE Nennleistung des Beleuchtungssystems. EN Nominal power of the lighting system. IT Potenza nominale del sistema di illuminazione. FR Puissance nominale du système d'éclairage. BG Номинална мощност на осветителната система. CZ Jmenovitý příkon osvětlovacího systému. HR Nominalna snaga sustava za osvjetljavanje. DK Belysningssystemets nominelle effekt. ET Valgustusa nimivõimsus. FI Valaistusjärjestelmän nimellisteho. EL Ονομαστική ισχύς του συστήματος φωτισμού. LV Apgaismes sistēmas nominālā jauda. LT Vardinė apšvietimo sistemos galia. NL Nominaal vermogen van het verlichtingssysteem. PL Moc nominalna systemu oświetlenia. PT Potência nominal do sistema de iluminação. RO Puterea nominală a sistemului de iluminat. SK Menovitý výkon systému osvetlenia. SL Nazivna moč sistema za osvetljevanje. ES Potencia nominal del sistema de iluminación. SV Belysningssystemets märkeffekt. HU A világítórendszer névleges teljesítménye. RU Номинальная мощность системы освещения. — [17, 974, 858, 1004]
parameter-unit — [973, 115, 1027, 139]
parameter-symbol: $E_{middle}$ — [858, 1004, 914, 1065]
parameter-symbol: $W_{BEP}$ — [858, 929, 914, 974]
parameter-value: A — [899, 139, 973, 163]
parameter-description: DE Gemessener Luftdruck im Bestpunkt. EN Measured air pressure at best efficiency point. IT Pressione dell'aria misurata al punto di massimo rendimento. FR Pression d'air mesurée au point de rendement maximal. BG Налягане, измерено в точката на най-високата ефективност. CZ Naměřený tlak vzduchu v bodě nejvyšší účinnosti. HR Izmjereni tlak zraka pri točki najveće učinkovitosti. DK Målt lufttryk i det optimale driftspunkt. ET Mõõdetud õhurõhk tõhususe tipptasemel. FI Mitattu ilmanpaine parhaan hyötysuhteen pisteessä. EL Μετρούμενη πίεση αέρα στο σημείο βέλτιστης απόδοσης. LV Izmērītais gaisa spiediens maksimālās efektivitātes punktā. LT Išmatuotas oro slėgis didžiausio efektyvumo taške. NL Gemeten luchtdruk bij het punt van beste efficiëntie. PL Zmierzone ciśnienie powietrza w punkcie najwyższej efektywności. PT Pressão do ar medida no ponto de maior eficiência. RO Presiunea aerului măsurată la punctul de eficiență maximă. SK Nameraný tlak vzduchu v bode najvyššej účinnosti. SL Izmerjeni zračni tlak pri točki najvišje učinkovitosti. ES Presión de aire medida en el punto de máxima eficiencia. SV Uppmätt lufttryck vid bästa effektivitetspunkt. HU Legjobb hatásfokú pontban mért légnyomás. RU Измеренное давление воздуха в точке максимальной эффективности. — [17, 868, 858, 899]
fiche-row — [17, 363, 1027, 415]
fiche-row — [17, 115, 1027, 139]
parameter-description: DE Gemessener Luftvolumenstrom im Bestpunkt. EN Measured air flow rate at best efficiency point. IT Portata d'aria misurata al punto di massimo rendimento. FR Débit d'air mesuré au point de rendement maximal. BG Дебит, измерен в точката на най-високата ефективност. CZ Naměřený průtok vzduchu v bodě nejvyšší účinnosti. HR Izmjereni protok zraka pri točki najveće učinkovitosti. DK Målt luftflow i det optimale driftspunkt (BEP). ET Mõõdetud õhuvoolu kiirus tõhususe tipptasemel. FI Mitattu ilmavirta parhaan hyötysuhteen pisteessä. EL Μετρούμενη παροχή αέρα στο σημείο βέλτιστης απόδοσης. LV Izmērītais gaisa plūsmas ātrums maksimālās efektivitātes punktā. LT Išmatuotas oro srauto greitis didžiausio efektyvumo taške. NL Gemeten luchtdebiet bij het punt van beste efficiëntie. PL Zmierzone natężenie przepływu powietrza w punkcie najwyższej efektywności. PT Débito de ar medido no ponto de maior eficiência. RO Debitul de aer măsurat la punctul de eficiență maximă. SK Nameraný prietok vzduchu v bode najvyššej účinnosti. SL Izmerjeni pretok zraka pri točki najvišje učinkovitosti. ES Caudal de aire medido en el punto de máxima eficiencia. SV Uppmätt luftflöde vid bästa effektivitetspunkt. HU Legjobb hatásfokú pontban mért légáram. RU Измеренный расход воздуха в точке максимальной эффективности. — [17, 817, 858, 868]
additional-row — [17, 868, 1025, 899]
note-paragraph: DK - Effekt i henhold til: EN 61591; EN 60704-1; EN 60704-2-13; EN 50564. Nyttige tips vedrørende regler der vil kunne begrænse den negative miljøpåvirkning: Antag den maksimale diameter af kanalsystemet som angivet i vejledningen, og undgå at ændre på tværsnit og bøjninger. Indstil den optimale sugehastighed, og tænd for booster-funktionen, hvis nødvendigt. Produktets lyssystem bør kun tændes når det er nødvendigt. — [21, 1154, 1019, 1167]
note-paragraph: SK - Výkon v súlade s normami: EN 61591; EN 60704-1; EN 60704-2-13; EN 50564. Užitočné rady o zásadách, ktoré umožňujú znížiť negatívny vplyv na životné prostredie: Je potrebné zvoliť maximálny priemer kanalizačného systému uvedený v návode a vyhýbať sa zmenám prierezu a kolien. Nastavte optimálnu rýchlosť odsávania a v prípade potreby zapnite funkciu booster. Systém osvetlenia výrobku by sa mal zapínať len v prípade potreby. — [21, 1272, 1019, 1285]
note-paragraph: SV - Prestanda enligt normer: EN 61591; EN 60704-1; EN 60704-2-13; EN 50564. Användbara tips om regler som minskar den negativa påverkan på miljön: Använd den maximala diametern på ventilationssystemet som anges i instruktionerna, och undvik att ändra tvärsnitt och krökar. Ställ in optimal sughastighet och slå på booster-funktionen, i fall det är nödvändigt. Produktens belysningssystem skall slås på endast när det behövs. — [21, 1309, 1019, 1322]
note-paragraph: FR - Performances conformes aux normes EN 61591; EN 60704-1; EN 60704-2-13; EN 50564. Conseils utiles sur les règles permettant de réduire l'impact négatif sur l'environnement : Utilisez une gaine d'évacuation ayant le diamètre maximal spécifié dans le guide d'installation et limitez au maximum le nombre de coudes et la longueur de cette gaine. Ajustez votre vitesse au mode de cuisson et au nombre de casseroles. Utilisez le système d'éclairage que si cela est vraiment nécessaire. — [21, 1111, 1019, 1124]
parameter-value: 0.8 — [914, 757, 970, 787]
